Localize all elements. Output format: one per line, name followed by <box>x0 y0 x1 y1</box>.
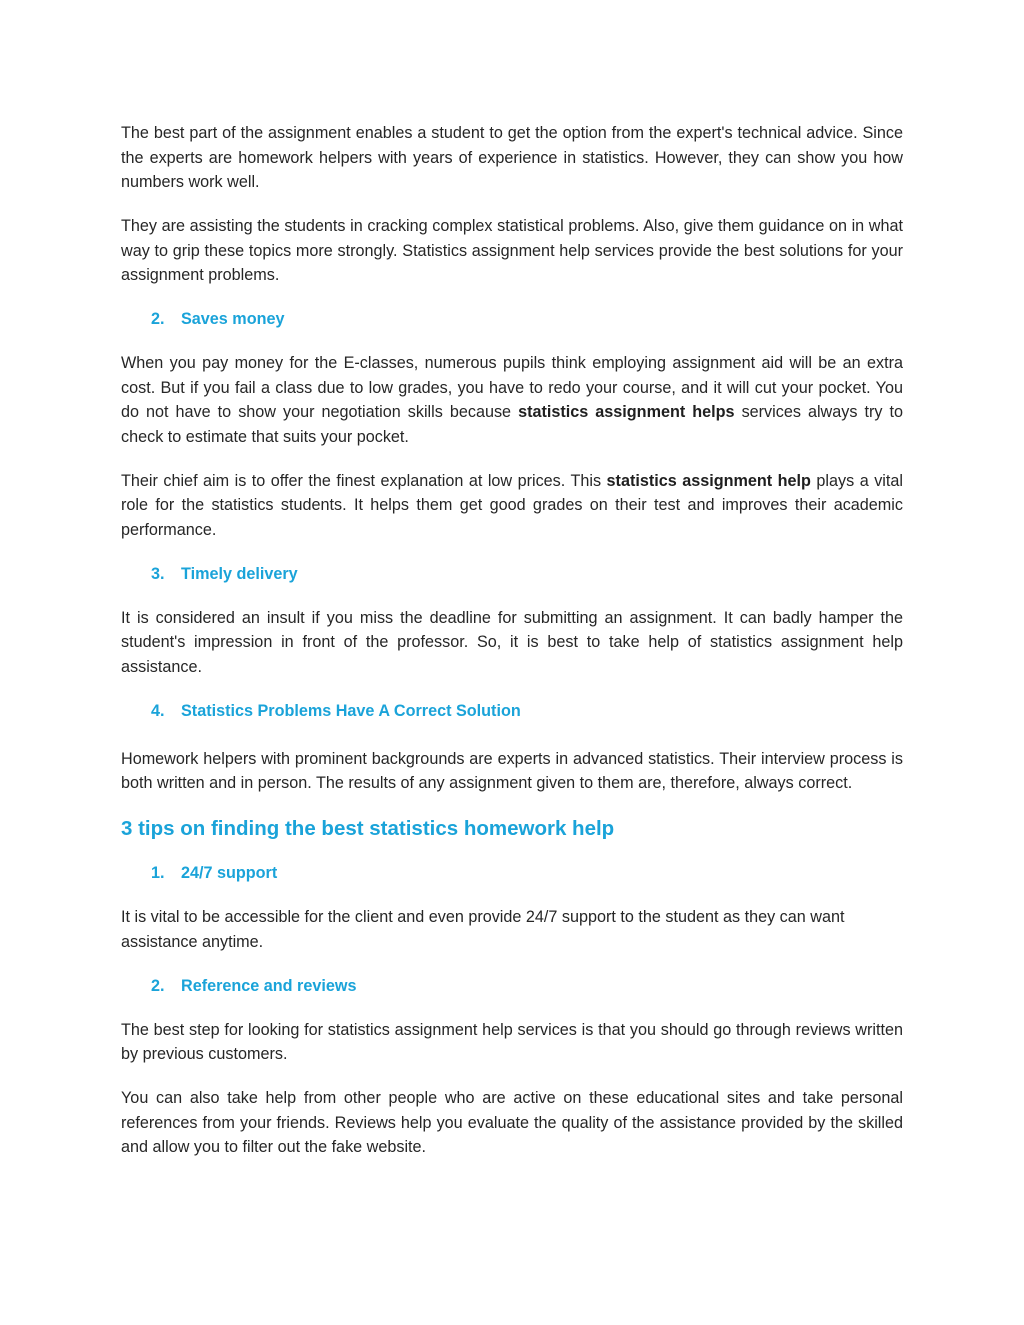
list-number: 4. <box>151 701 165 720</box>
paragraph-accessible: It is vital to be accessible for the client and even provide 24/7 support to the student as they can want assistance anytime. <box>121 908 845 951</box>
section-title: 3 tips on finding the best statistics homework help <box>121 817 615 840</box>
subheading-text: Statistics Problems Have A Correct Solution <box>181 701 521 720</box>
list-number: 3. <box>151 564 165 583</box>
paragraph-chief-aim <box>121 469 903 543</box>
paragraph-text: Their chief aim is to offer the finest explanation at low prices. This <box>121 471 607 490</box>
paragraph-complex-problems: They are assisting the students in cracking complex statistical problems. Also, give them guidance on in what way to grip these topics more strongly. Statistics assignment help services provide the best solutions for your assignment problems. <box>121 217 903 284</box>
subheading-text: Reference and reviews <box>181 976 357 995</box>
bold-keyword: statistics assignment help <box>606 471 811 490</box>
paragraph-best-step: The best step for looking for statistics assignment help services is that you should go through reviews written by previous customers. <box>121 1020 903 1063</box>
paragraph-text: services always try to check to estimate that suits your pocket. <box>121 403 903 446</box>
list-number: 1. <box>151 864 165 882</box>
list-number: 2. <box>151 976 165 995</box>
subheading-text: Saves money <box>181 310 285 328</box>
paragraph-text: When you pay money for the E-classes, numerous pupils think employing assignment aid will be an extra cost. But if you fail a class due to low grades, you have to redo your course, and it will cut your pocket. You do not have to show your negotiation skills because <box>121 354 903 421</box>
list-number: 2. <box>151 310 165 328</box>
paragraph-text: plays a vital role for the statistics students. It helps them get good grades on their test and improves their academic performance. <box>121 471 903 539</box>
paragraph-deadline: It is considered an insult if you miss the deadline for submitting an assignment. It can badly hamper the student's impression in front of the professor. So, it is best to take help of statistics assignment help assistance. <box>121 608 903 676</box>
bold-keyword: statistics assignment helps <box>518 403 735 421</box>
paragraph-homework-helpers: Homework helpers with prominent backgrounds are experts in advanced statistics. Their interview process is both written and in person. The results of any assignment given to them are, therefore, always correct. <box>121 749 903 792</box>
document-page <box>121 121 903 1179</box>
paragraph-references: You can also take help from other people who are active on these educational sites and take personal references from your friends. Reviews help you evaluate the quality of the assistance provided by the skilled and allow you to filter out the fake website. <box>121 1089 903 1156</box>
subheading-support <box>151 861 903 885</box>
paragraph-expert-advice: The best part of the assignment enables a student to get the option from the expert's technical advice. Since the experts are homework helpers with years of experience in statistics. However, they can show you how numbers work well. <box>121 124 903 191</box>
subheading-text: Timely delivery <box>181 564 298 583</box>
paragraph-e-classes-cost <box>121 351 903 449</box>
subheading-timely-delivery <box>151 562 903 586</box>
subheading-correct-solution <box>151 699 903 723</box>
subheading-saves-money <box>151 307 903 331</box>
subheading-text: 24/7 support <box>181 864 278 882</box>
subheading-reviews <box>151 974 903 998</box>
